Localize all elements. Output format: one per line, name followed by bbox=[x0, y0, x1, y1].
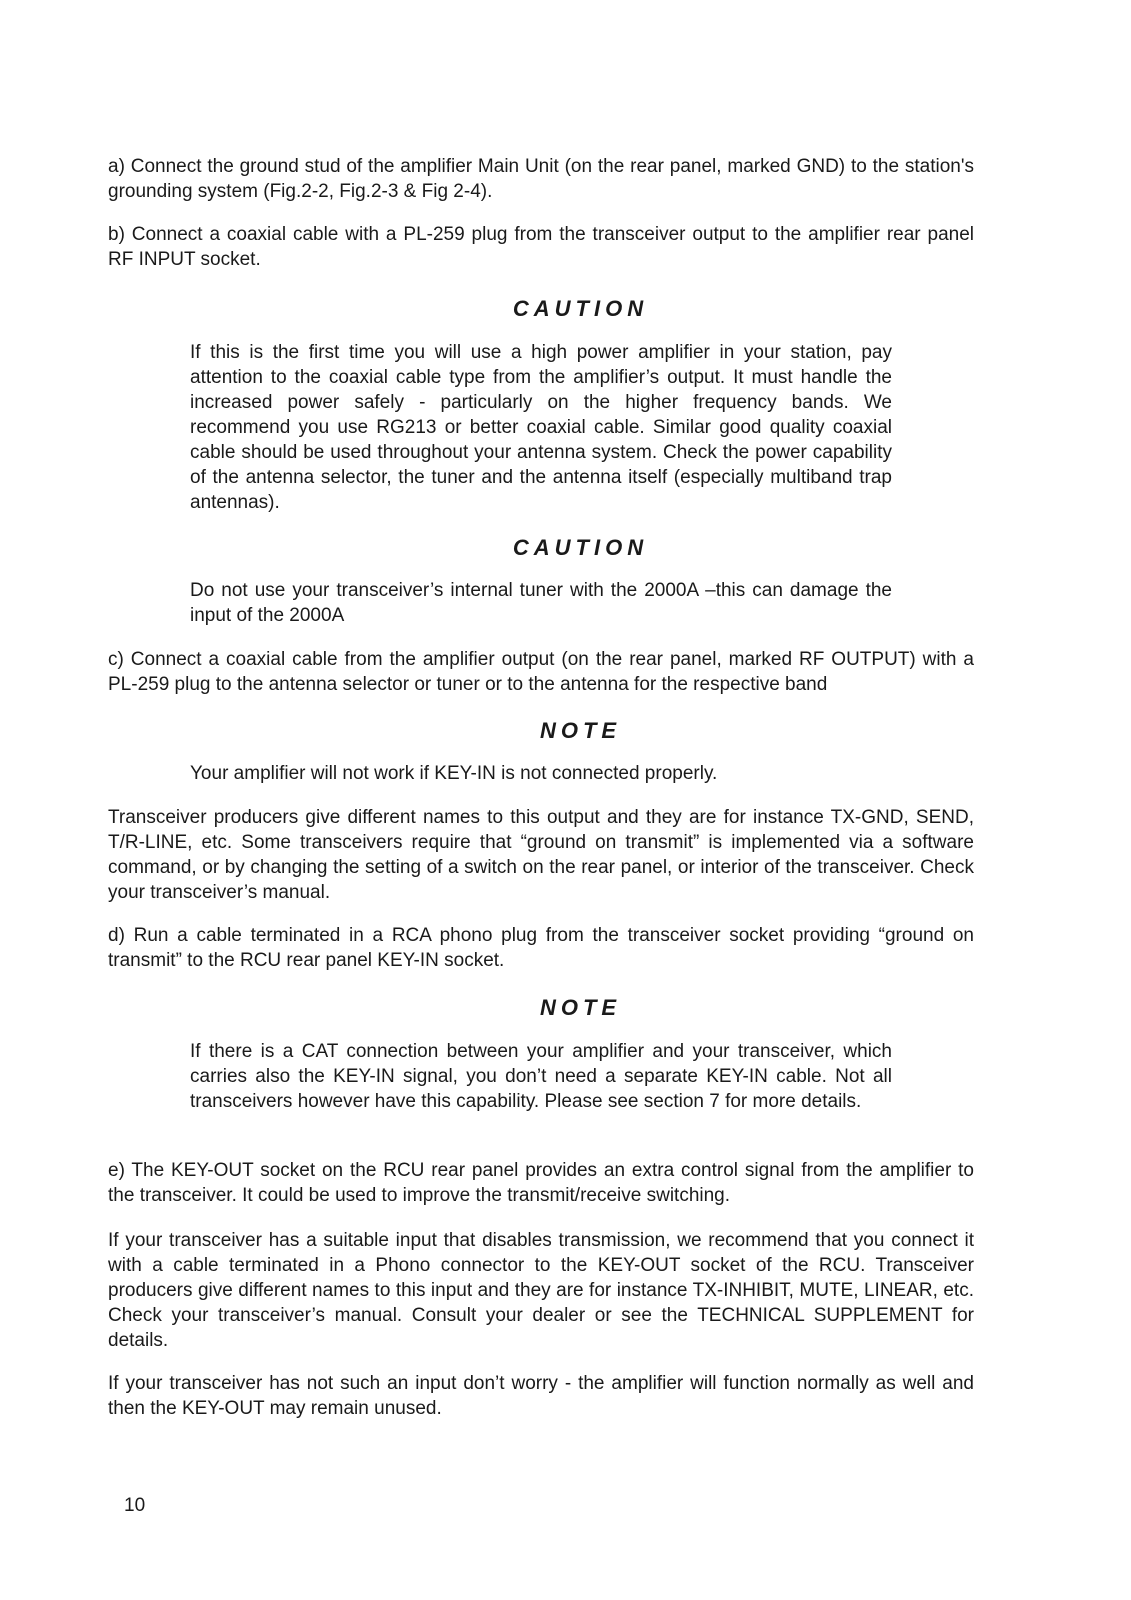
caution-2-body: Do not use your transceiver’s internal tuner with the 2000A –this can damage the input of the 2000A bbox=[190, 580, 892, 626]
note-1-body: Your amplifier will not work if KEY-IN is not connected properly. bbox=[190, 763, 718, 784]
note-heading-2: NOTE bbox=[539, 995, 622, 1020]
caution-1-body: If this is the first time you will use a high power amplifier in your station, pay attention to the coaxial cable type from the amplifier’s output. It must handle the increased power safely - particularly on the higher frequency bands. We recommend you use RG213 or better coaxial cable. Similar good quality coaxial cable should be used throughout your antenna system. Check the power capability of the antenna selector, the tuner and the antenna itself (especially multiband trap antennas). bbox=[190, 342, 892, 513]
transceiver-output-names-paragraph: Transceiver producers give different names to this output and they are for instance TX-GND, SEND, T/R-LINE, etc. Some transceivers require that “ground on transmit” is implemented via a software command, or by changing the setting of a switch on the rear panel, or interior of the transceiver. Check your transceiver’s manual. bbox=[108, 807, 974, 903]
note-heading-1: NOTE bbox=[539, 718, 622, 743]
step-d-paragraph: d) Run a cable terminated in a RCA phono plug from the transceiver socket providing “ground on transmit” to the RCU rear panel KEY-IN socket. bbox=[108, 925, 974, 971]
caution-heading-2: CAUTION bbox=[512, 535, 649, 560]
caution-heading-1: CAUTION bbox=[512, 296, 649, 321]
no-input-paragraph: If your transceiver has not such an input don’t worry - the amplifier will function normally as well and then the KEY-OUT may remain unused. bbox=[108, 1373, 974, 1419]
step-e-paragraph: e) The KEY-OUT socket on the RCU rear panel provides an extra control signal from the amplifier to the transceiver. It could be used to improve the transmit/receive switching. bbox=[108, 1160, 974, 1206]
note-2-body: If there is a CAT connection between your amplifier and your transceiver, which carries also the KEY-IN signal, you don’t need a separate KEY-IN cable. Not all transceivers however have this capability. Please see section 7 for more details. bbox=[190, 1041, 892, 1112]
step-c-paragraph: c) Connect a coaxial cable from the amplifier output (on the rear panel, marked RF OUTPUT) with a PL-259 plug to the antenna selector or tuner or to the antenna for the respective band bbox=[108, 649, 974, 695]
step-b-paragraph: b) Connect a coaxial cable with a PL-259 plug from the transceiver output to the amplifier rear panel RF INPUT socket. bbox=[108, 224, 974, 270]
page-number: 10 bbox=[124, 1495, 146, 1516]
inhibit-input-paragraph: If your transceiver has a suitable input that disables transmission, we recommend that you connect it with a cable terminated in a Phono connector to the KEY-OUT socket of the RCU. Transceiver producers give different names to this input and they are for instance TX-INHIBIT, MUTE, LINEAR, etc. Check your transceiver’s manual. Consult your dealer or see the TECHNICAL SUPPLEMENT for details. bbox=[108, 1230, 974, 1351]
step-a-paragraph: a) Connect the ground stud of the amplifier Main Unit (on the rear panel, marked GND) to the station's grounding system (Fig.2-2, Fig.2-3 & Fig 2-4). bbox=[108, 156, 974, 202]
